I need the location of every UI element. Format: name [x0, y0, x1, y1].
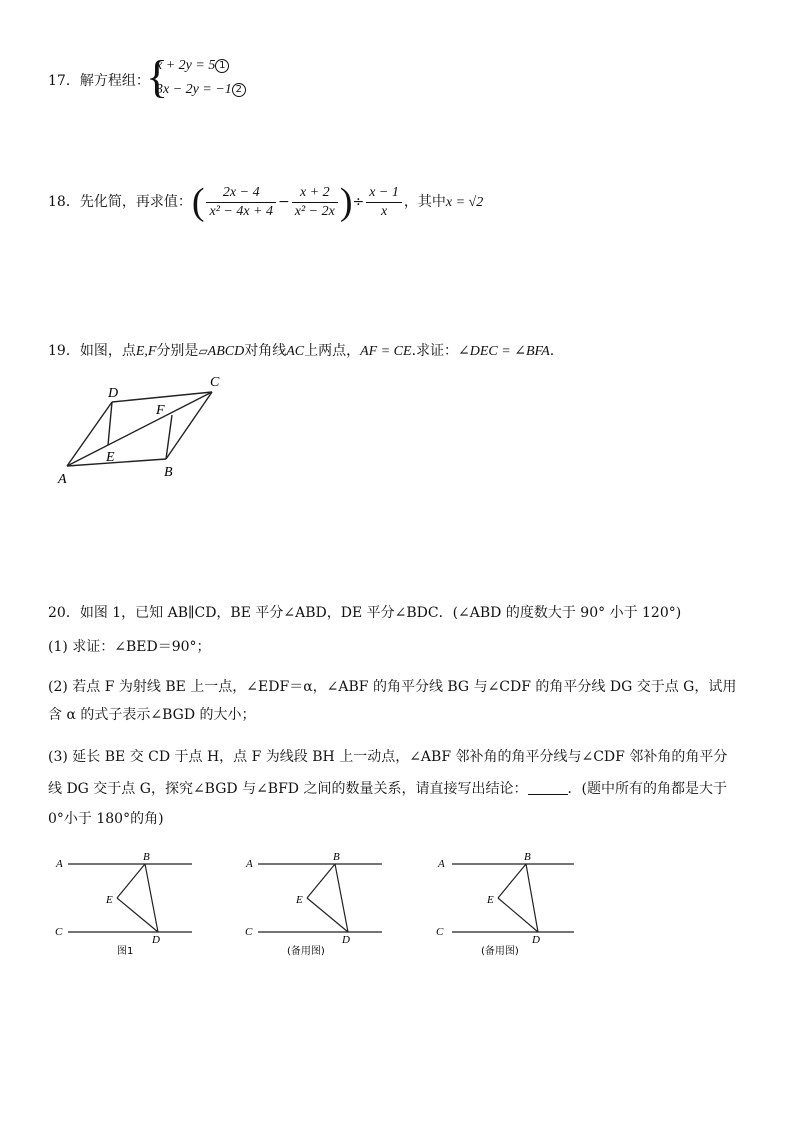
- fig1-label-a: A: [56, 858, 63, 870]
- fig1-caption: 图1: [117, 946, 134, 957]
- q20-part2-line1: (2) 若点 F 为射线 BE 上一点，∠EDF＝α，∠ABF 的角平分线 BG 与∠CDF 的角平分线 DG 交于点 G，试用: [48, 679, 737, 695]
- q19-label-b: B: [164, 465, 173, 480]
- q20-part3-text-2: ．(题中所有的角都是大于: [567, 781, 727, 797]
- q18-f3-numerator: x − 1: [366, 184, 402, 203]
- q20-answer-blank[interactable]: [528, 782, 568, 795]
- q17-eq2-text: 3x − 2y = −1: [156, 82, 232, 97]
- q19-label-c: C: [210, 375, 220, 390]
- q17-equation-2: [156, 82, 246, 98]
- q19-text-e: .求证：: [411, 343, 459, 359]
- fig1-label-d: D: [152, 934, 160, 946]
- q19-label-f: F: [156, 403, 165, 418]
- q18-right-paren: ): [339, 181, 353, 223]
- fig2-caption: (备用图): [287, 946, 325, 957]
- q20-part1: (1) 求证：∠BED＝90°；: [48, 639, 211, 655]
- q18-f1-denominator: x² − 4x + 4: [209, 203, 274, 219]
- q17-brace: {: [146, 51, 169, 102]
- fig2-label-a: A: [246, 858, 253, 870]
- fig3-caption: (备用图): [481, 946, 519, 957]
- q18-condition: x = √2: [445, 195, 484, 210]
- q18-f2-numerator: x + 2: [292, 184, 338, 203]
- q20-part3-line2: [48, 778, 727, 800]
- q19-diagonal-ac: [67, 392, 212, 466]
- q18-f2-denominator: x² − 2x: [294, 203, 335, 219]
- fig3-label-d: D: [532, 934, 540, 946]
- fig3-label-b: B: [524, 851, 531, 863]
- fig3-label-e: E: [487, 894, 494, 906]
- q18-fraction-1: [206, 184, 276, 221]
- q18-fraction-2: [292, 184, 338, 221]
- q18-row: [48, 180, 483, 224]
- q19-abcd: ABCD: [207, 344, 245, 359]
- q19-segment-cb: [166, 392, 212, 459]
- q20-part3-line3: 0°小于 180°的角): [48, 811, 164, 827]
- q17-label: 17．解方程组：: [48, 73, 150, 89]
- q18-label: 18．先化简，再求值：: [48, 194, 192, 210]
- q19-dot: .: [549, 343, 555, 359]
- q17-eq2-mark: 2: [232, 83, 246, 97]
- fig3-label-c: C: [436, 926, 444, 938]
- fig2-label-e: E: [296, 894, 303, 906]
- q20-line1: 20．如图 1，已知 AB∥CD，BE 平分∠ABD，DE 平分∠BDC．(∠ABD 的度数大于 90° 小于 120°): [48, 605, 682, 621]
- q19-text-b: 分别是: [156, 343, 199, 359]
- q20-figure-1: [50, 848, 200, 958]
- fig2-label-b: B: [333, 851, 340, 863]
- fig2-label-c: C: [245, 926, 253, 938]
- q19-label-a: A: [58, 472, 67, 487]
- q18-fraction-3: [366, 184, 402, 221]
- q20-figure-2: [240, 848, 390, 958]
- fig2-label-d: D: [342, 934, 350, 946]
- q19-text-d: 上两点，: [304, 343, 361, 359]
- q19-prove: ∠DEC = ∠BFA: [458, 344, 550, 359]
- q19-label-e: E: [106, 450, 115, 465]
- q19-label-d: D: [108, 386, 119, 401]
- parallelogram-symbol-icon: ▱: [198, 344, 208, 358]
- q18-minus: −: [278, 194, 290, 210]
- fig3-label-a: A: [438, 858, 445, 870]
- q19-points: E,F: [135, 344, 157, 359]
- q19-segment-dc: [112, 392, 212, 402]
- q17-equation-1: [156, 58, 229, 74]
- q20-part2-line2: 含 α 的式子表示∠BGD 的大小；: [48, 707, 256, 723]
- q19-ac: AC: [286, 344, 305, 359]
- q18-tail: ，其中: [403, 194, 446, 210]
- q19-text-a: 19．如图，点: [48, 343, 136, 359]
- fig1-label-c: C: [55, 926, 63, 938]
- fig1-label-e: E: [106, 894, 113, 906]
- q17-eq1-text: x + 2y = 5: [156, 58, 216, 73]
- q18-divide: ÷: [352, 194, 365, 210]
- q20-part3-line1: (3) 延长 BE 交 CD 于点 H，点 F 为线段 BH 上一动点，∠ABF 邻补角的角平分线与∠CDF 邻补角的角平分: [48, 749, 728, 765]
- q19-parallelogram-figure: [50, 370, 230, 490]
- q20-figure-3: [434, 848, 584, 958]
- q19-text-c: 对角线: [244, 343, 287, 359]
- q18-f1-numerator: 2x − 4: [206, 184, 276, 203]
- q19-segment-ba: [67, 459, 166, 466]
- q19-given: AF = CE: [360, 344, 412, 359]
- fig1-label-b: B: [143, 851, 150, 863]
- q20-part3-text: 线 DG 交于点 G，探究∠BGD 与∠BFD 之间的数量关系，请直接写出结论：: [48, 781, 528, 797]
- q18-left-paren: (: [191, 181, 205, 223]
- q19-segment-de: [108, 402, 112, 445]
- q18-f3-denominator: x: [380, 203, 388, 219]
- q19-text: [48, 340, 554, 360]
- q17-eq1-mark: 1: [215, 59, 229, 73]
